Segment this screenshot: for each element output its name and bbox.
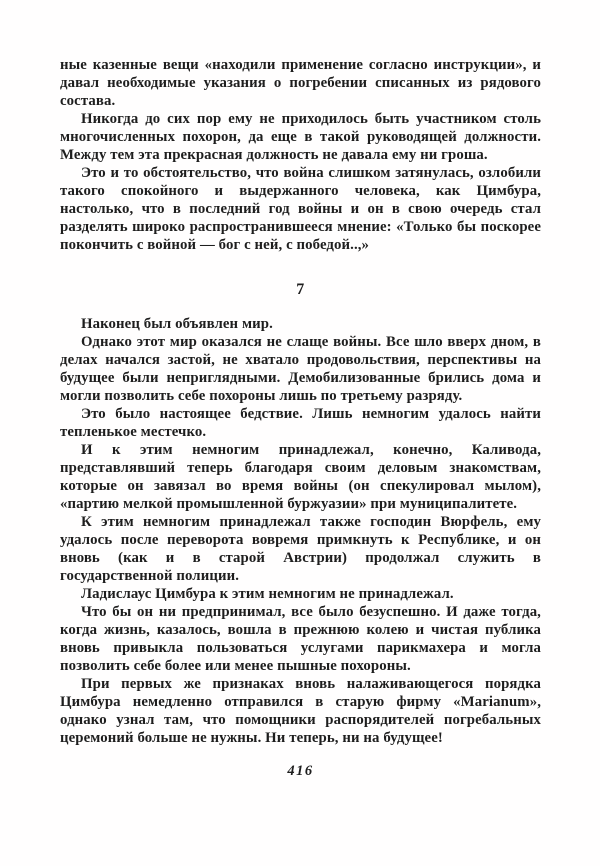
paragraph: Ладислаус Цимбура к этим немногим не принадлежал. xyxy=(81,586,454,602)
paragraph: Это и то обстоятельство, что война слишком затянулась, озлобили такого спокойного и выдержанного человека, как Цимбура, настолько, что в последний год войны и он в свою очередь стал разделять широко распространившееся мнение: «Только бы поскорее покончить с войной — бог с ней, с победой..,» xyxy=(60,165,541,253)
paragraph: Это было настоящее бедствие. Лишь немногим удалось найти тепленькое местечко. xyxy=(60,406,541,440)
page-number: 416 xyxy=(287,763,314,779)
paragraph: Наконец был объявлен мир. xyxy=(81,316,273,332)
paragraph: И к этим немногим принадлежал, конечно, Каливода, представлявший теперь благодаря своим деловым знакомствам, которые он завязал во время войны (он спекулировал мылом), «партию мелкой промышленной буржуазии» при муниципалитете. xyxy=(60,442,541,512)
paragraph: ные казенные вещи «находили применение согласно инструкции», и давал необходимые указания о погребении списанных из рядового состава. xyxy=(60,57,541,109)
paragraph: К этим немногим принадлежал также господин Вюрфель, ему удалось после переворота вовремя примкнуть к Республике, и он вновь (как и в старой Австрии) продолжал служить в государственной полиции. xyxy=(60,514,541,584)
paragraph: При первых же признаках вновь налаживающегося порядка Цимбура немедленно отправился в старую фирму «Marianum», однако узнал там, что помощники распорядителей погребальных церемоний больше не нужны. Ни теперь, ни на будущее! xyxy=(60,676,541,746)
section-heading: 7 xyxy=(296,281,305,298)
text-block xyxy=(60,56,541,780)
paragraphs-after-heading xyxy=(60,315,541,747)
paragraphs-before-heading xyxy=(60,56,541,254)
paragraph: Никогда до сих пор ему не приходилось быть участником столь многочисленных похорон, да еще в такой руководящей должности. Между тем эта прекрасная должность не давала ему ни гроша. xyxy=(60,111,541,163)
paragraph: Однако этот мир оказался не слаще войны. Все шло вверх дном, в делах начался застой, не хватало продовольствия, перспективы на будущее были неприглядными. Демобилизованные брились дома и могли позволить себе похороны лишь по третьему разряду. xyxy=(60,334,541,404)
paragraph: Что бы он ни предпринимал, все было безуспешно. И даже тогда, когда жизнь, казалось, вошла в прежнюю колею и чистая публика вновь привыкла пользоваться услугами парикмахера и могла позволить себе более или менее пышные похороны. xyxy=(60,604,541,674)
